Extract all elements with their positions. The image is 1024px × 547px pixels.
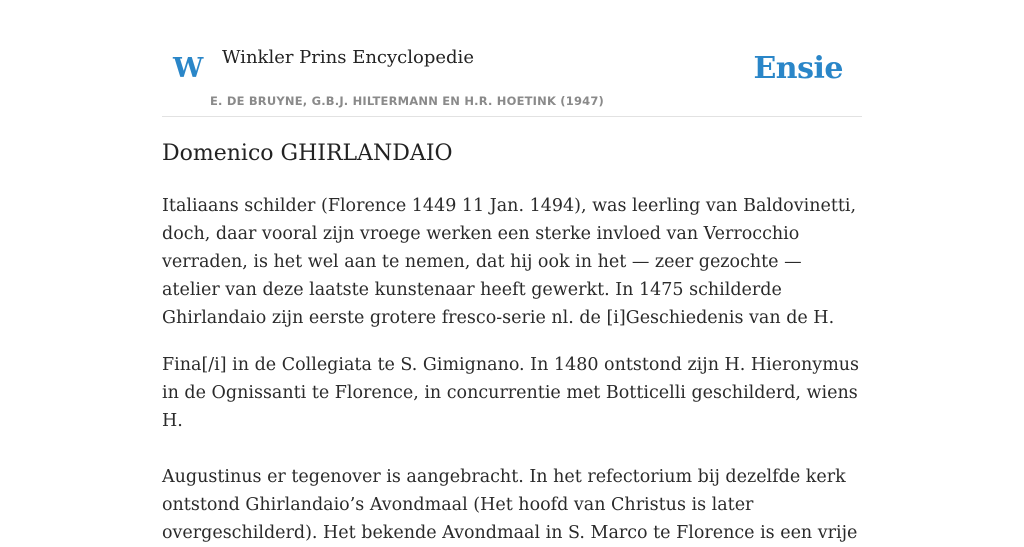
article-paragraph: Fina[/i] in de Collegiata te S. Gimignano. In 1480 ontstond zijn H. Hieronymus in de Ognissanti te Florence, in concurrentie met Botticelli geschilderd, wiens H. [162, 355, 860, 431]
publication-authors: E. DE BRUYNE, G.B.J. HILTERMANN EN H.R. HOETINK (1947) [210, 94, 605, 108]
article-title: Domenico GHIRLANDAIO [162, 141, 453, 166]
publication-title[interactable]: Winkler Prins Encyclopedie [222, 47, 474, 68]
winkler-prins-logo[interactable]: W [173, 53, 204, 84]
article-paragraph: Italiaans schilder (Florence 1449 11 Jan. 1494), was leerling van Baldovinetti, doch, daar vooral zijn vroege werken een sterke invloed van Verrocchio verraden, is het wel aan te nemen, dat hij ook in het — zeer gezochte — atelier van deze laatste kunstenaar heeft gewerkt. In 1475 schilderde Ghirlandaio zijn eerste grotere fresco-serie nl. de [i]Geschiedenis van de H. [162, 196, 857, 328]
ensie-logo[interactable]: Ensie [753, 51, 843, 86]
article-paragraph: Augustinus er tegenover is aangebracht. In het refectorium bij dezelfde kerk ontstond Ghirlandaio’s Avondmaal (Het hoofd van Christus is later overgeschilderd). Het bekende Avondmaal in S. Marco te Florence is een vrije [162, 467, 858, 543]
article [162, 138, 862, 547]
site-header [162, 0, 862, 117]
